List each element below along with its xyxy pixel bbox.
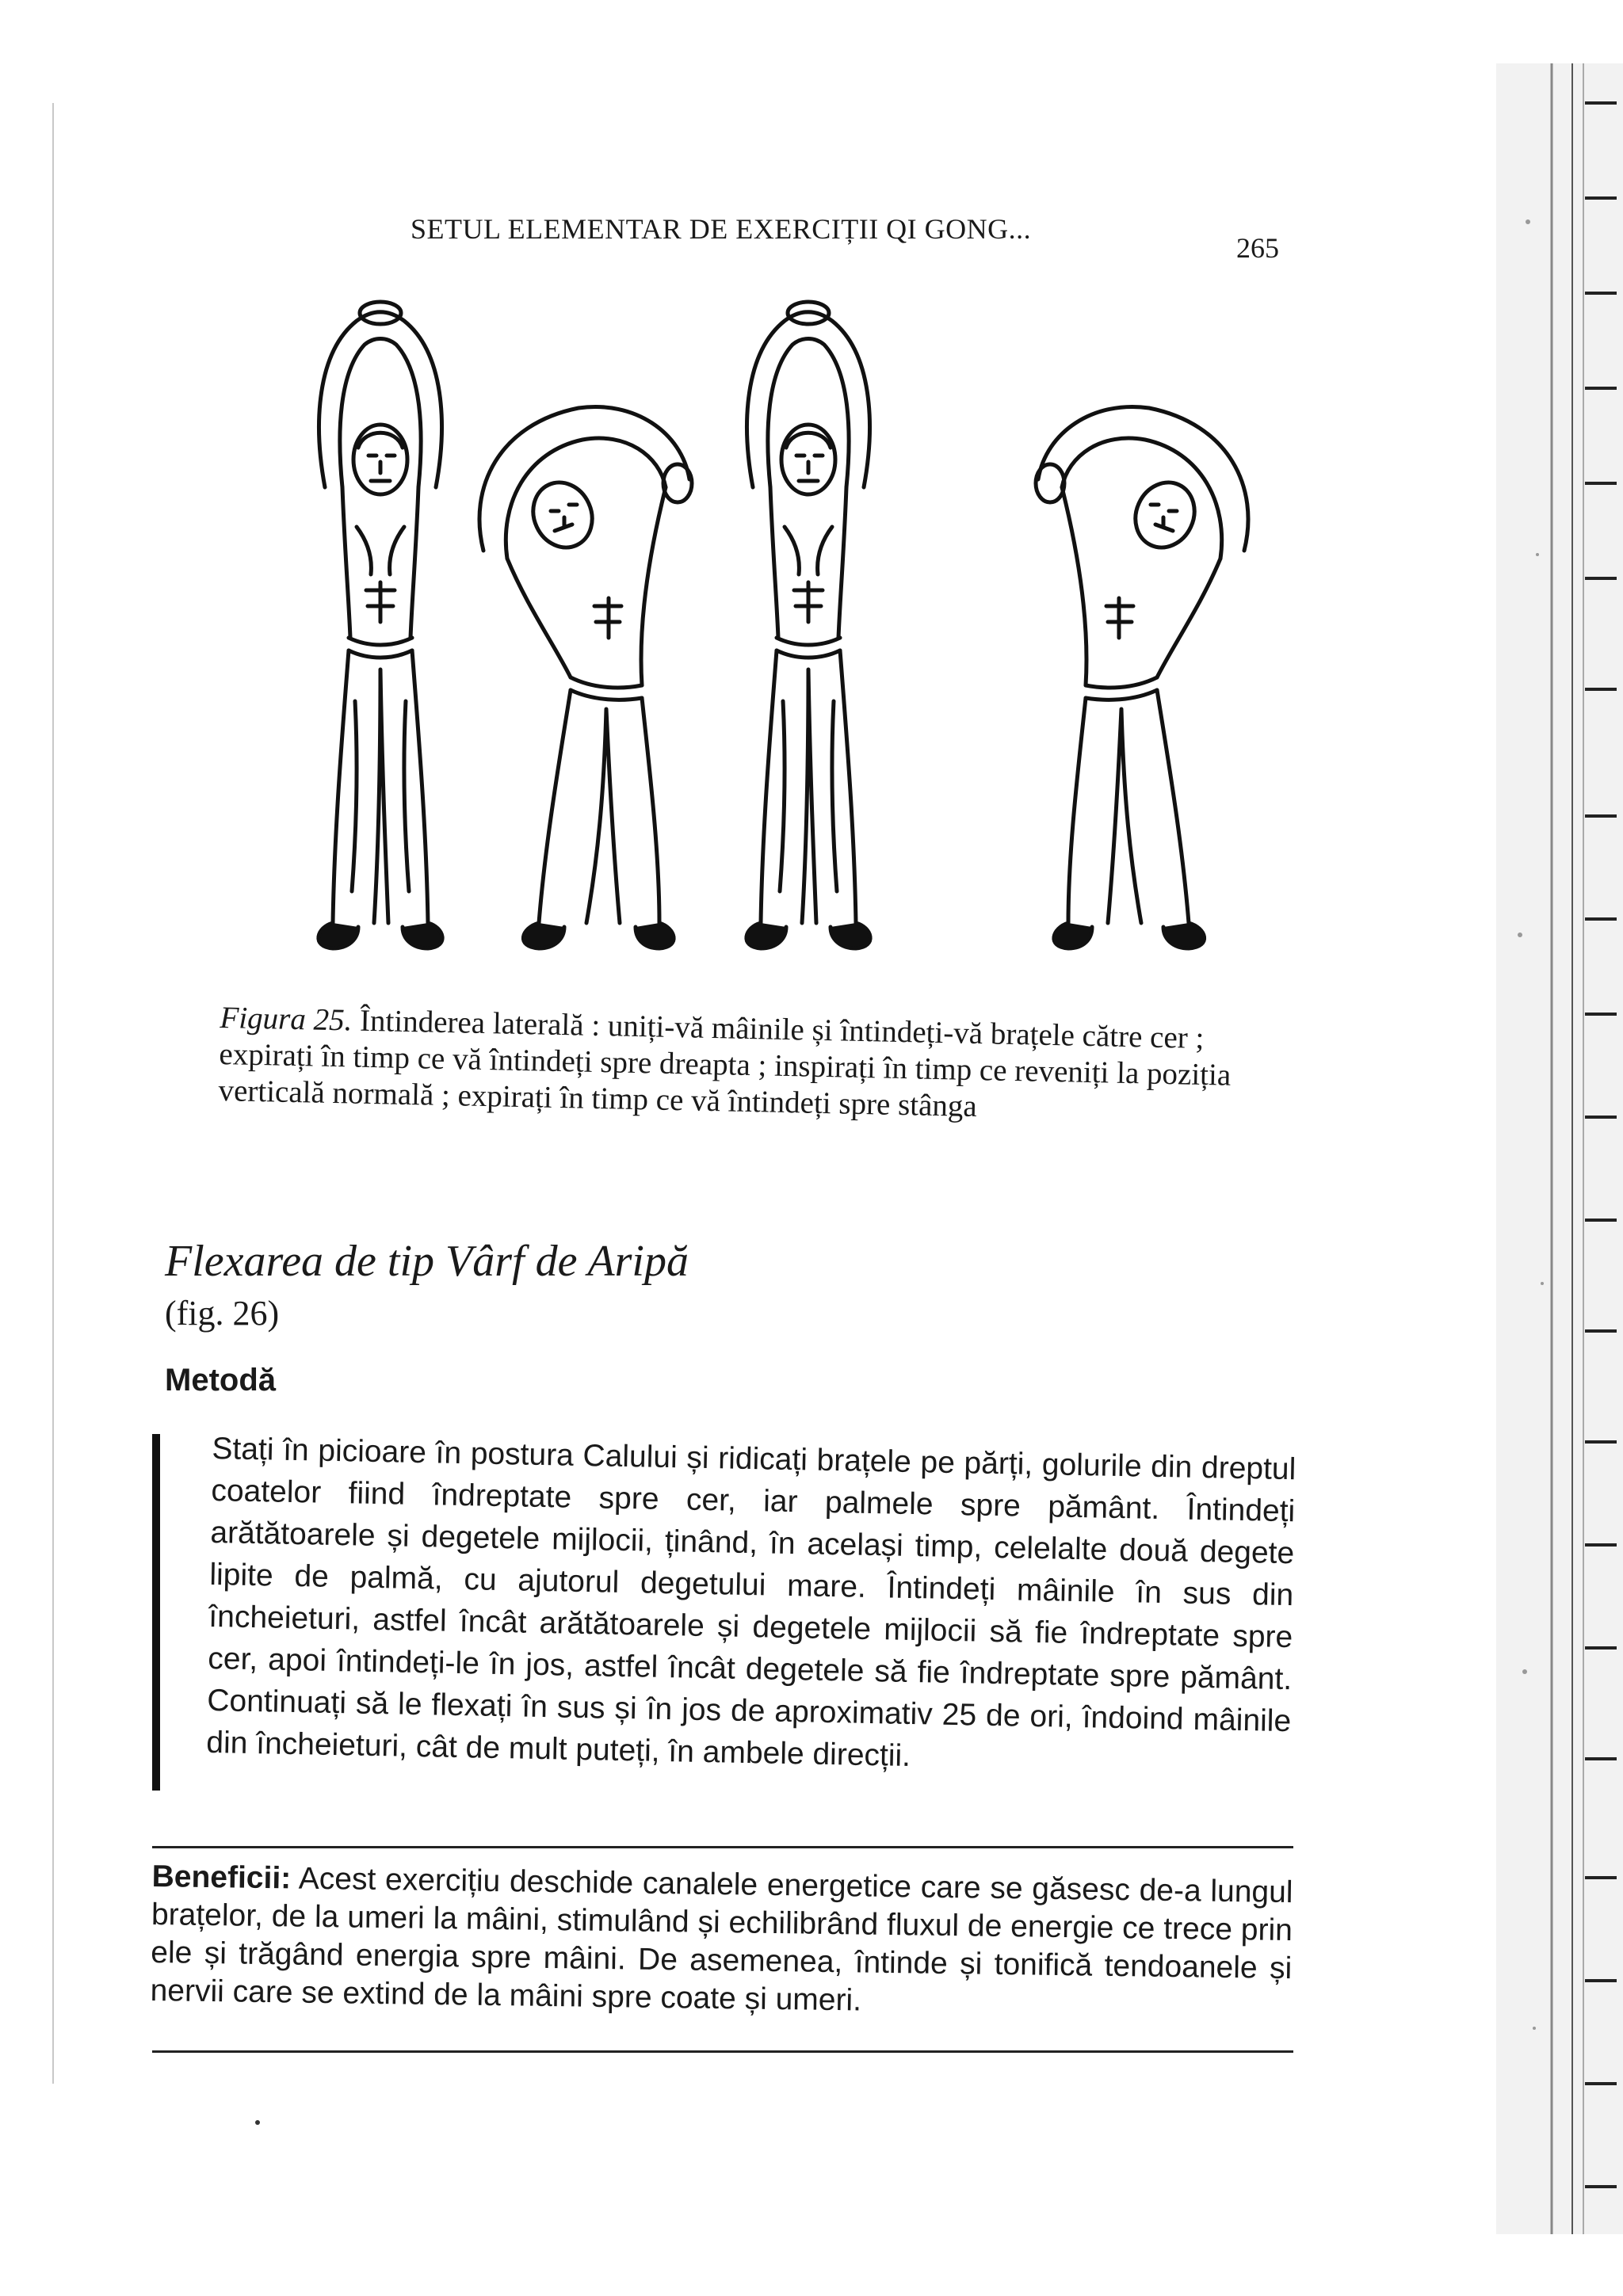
method-paragraph: Stați în picioare în postura Calului și ridicați brațele pe părți, golurile din dreptul coatelor fiind îndreptate spre cer, iar palmele spre pământ. Întindeți arătătoarele și degetele mijlocii, ținând, în același timp, celelalte două degete lipite de palmă, cu ajutorul degetului mare. Întindeți mâinile în sus din încheieturi, astfel încât arătătoarele și degetele mijlocii să fie îndreptate spre cer, apoi întindeți-le în jos, astfel încât degetele să fie îndreptate spre pământ. Continuați să le flexați în sus și în jos de aproximativ 25 de ori, îndoind mâinile din încheieturi, cât de mult puteți, în ambele direcții. [205,1431,1296,1773]
method-heading: Metodă [165,1363,276,1398]
figure-caption [218,1000,1274,1131]
benefits-text: Acest exercițiu deschide canalele energetice care se găsesc de-a lungul brațelor, de la umeri la mâini, stimulând și echilibrând fluxul de energie ce trece prin ele și trăgând energia spre mâini. De asemenea, întinde și tonifică tendoanele și nervii care se extind de la mâini spre coate și umeri. [150,1861,1293,2018]
figure-bend-left [1036,406,1248,948]
running-head: SETUL ELEMENTAR DE EXERCIȚII QI GONG... [411,213,1032,245]
scan-left-edge [52,103,54,2084]
section-figure-ref: (fig. 26) [165,1294,280,1333]
benefits-top-rule [152,1846,1293,1848]
section-title: Flexarea de tip Vârf de Aripă [165,1237,689,1286]
caption-label: Figura 25. [220,1000,353,1038]
benefits-bottom-rule [152,2050,1293,2053]
scan-right-edge [1496,63,1623,2234]
caption-text: Întinderea laterală : uniți-vă mâinile și întindeți-vă brațele către cer ; expirați în timp ce vă întindeți spre dreapta ; inspirați în timp ce reveniți la poziția verticală normală ; expirați în timp ce vă întindeți spre stânga [218,1003,1232,1124]
method-side-bar [152,1434,160,1791]
stretch-figures-illustration [269,289,1268,971]
scan-speck [255,2120,260,2125]
figure-standing-2 [747,302,870,948]
benefits-label: Beneficii: [151,1859,292,1896]
page-number: 265 [1236,232,1279,264]
figure-bend-right [479,406,692,948]
figure-standing-1 [319,302,442,948]
benefits-paragraph [150,1858,1293,2026]
